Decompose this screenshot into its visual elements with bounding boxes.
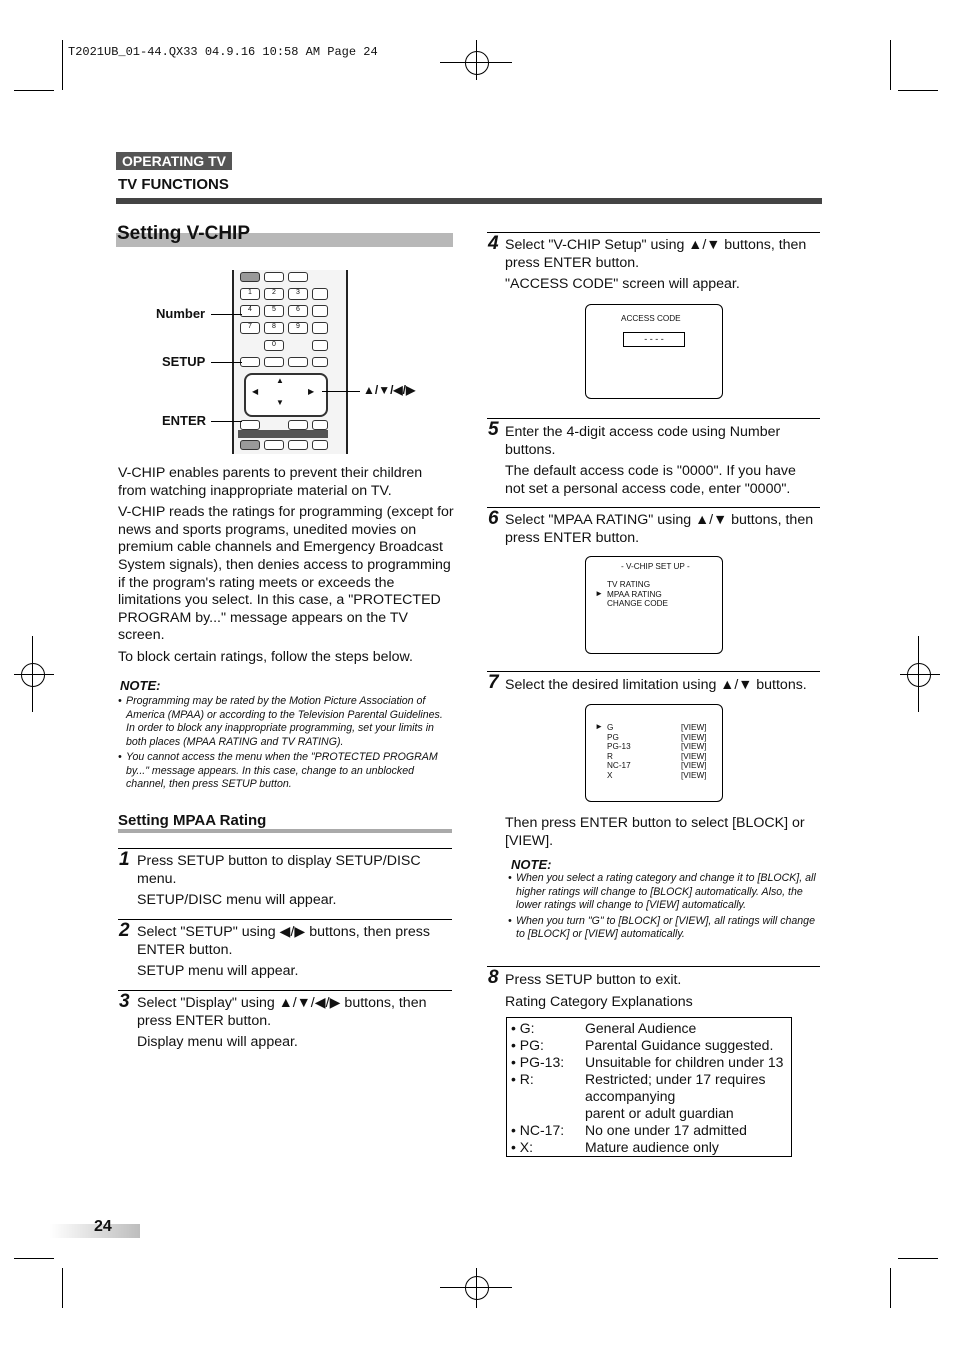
rating-code: • X: [511,1139,534,1155]
step-text: Press SETUP button to exit. [505,972,682,988]
step-number: 6 [488,508,499,529]
rating-table [506,1017,792,1157]
step-number: 1 [119,849,130,870]
page-title: Setting V-CHIP [117,223,251,244]
menu-list [607,580,668,609]
section-tag: OPERATING TV [116,152,232,170]
rating-value: [VIEW] [681,723,707,732]
header-rule [116,198,822,204]
note-title: NOTE: [511,857,552,872]
note-item: • Programming may be rated by the Motion Picture Association of America (MPAA) or according to the Television Parental Guidelines. In order to block any inappropriate programming, set your limits in both places (MPAA RATING and TV RATING). [118,695,454,749]
rating-table-row [511,1122,791,1139]
rating-value: [VIEW] [681,751,707,761]
rating-table-row [511,1071,791,1105]
rating-item: NC-17 [607,761,631,770]
step-7 [505,677,819,695]
step-sub: Display menu will appear. [137,1034,298,1051]
digit-button: 1 [240,288,260,300]
step-sub: "ACCESS CODE" screen will appear. [505,276,740,293]
rating-table-row [511,1020,791,1037]
remote-illustration [232,270,346,455]
step-text: Enter the 4-digit access code using Number buttons. [505,424,781,458]
rating-value: [VIEW] [681,742,707,751]
rating-item: PG-13 [607,742,631,751]
digit-button: 6 [288,305,308,317]
menu-item: MPAA RATING [607,589,662,599]
cursor-icon: ► [595,589,604,598]
step-6 [505,512,819,547]
intro-p3: To block certain ratings, follow the steps below. [118,648,413,665]
rating-code: • PG-13: [511,1054,565,1070]
note-item: • You cannot access the menu when the "PROTECTED PROGRAM by..." message appears. In this case, change to an unblocked channel, then press SETUP button. [118,751,454,792]
rating-code: • PG: [511,1037,544,1053]
step-7-sub [505,815,819,850]
step-text: Select "V-CHIP Setup" using ▲/▼ buttons, then press ENTER button. [505,237,807,271]
callout-arrows: ▲/▼/◀/▶ [363,383,416,397]
step-sub: SETUP menu will appear. [137,963,299,980]
subheading-rule [118,829,452,833]
step-1 [137,853,449,910]
vchip-setup-screen [585,556,723,654]
left-icon: ◀ [252,387,259,396]
digit-button: 8 [264,322,284,334]
rating-desc: General Audience [585,1020,697,1036]
step-text: Press SETUP button to display SETUP/DISC menu. [137,853,421,887]
section-title: TV FUNCTIONS [118,176,229,193]
digit-button: 0 [264,340,284,351]
step-text: Select "Display" using ▲/▼/◀/▶ buttons, then press ENTER button. [137,995,427,1029]
step-number: 5 [488,419,499,440]
rating-table-row [511,1037,791,1054]
step-sub: Rating Category Explanations [505,993,693,1010]
menu-item: TV RATING [607,580,651,589]
rating-list [607,723,631,780]
mpaa-rating-screen [585,704,723,802]
rating-table-row [511,1105,791,1122]
step-8 [505,972,819,1011]
rating-code [511,1105,585,1122]
digit-button: 4 [240,305,260,317]
callout-number: Number [156,306,206,321]
step-sub: SETUP/DISC menu will appear. [137,892,337,909]
up-icon: ▲ [276,376,284,385]
note-1 [118,678,454,792]
digit-button: 5 [264,305,284,317]
digit-button: 9 [288,322,308,334]
digit-button: 7 [240,322,260,334]
right-icon: ▶ [308,387,315,396]
rating-desc: No one under 17 admitted [585,1122,747,1138]
note-item: • When you turn "G" to [BLOCK] or [VIEW], all ratings will change to [BLOCK] or [VIEW] automatically. [508,915,822,942]
note-2 [508,857,822,942]
step-sub: The default access code is "0000". If you have not set a personal access code, enter "0000". [505,463,796,497]
rating-value: [VIEW] [681,770,707,780]
screen-title: - V-CHIP SET UP - [621,562,690,571]
page-number: 24 [94,1218,112,1235]
rating-code: • R: [511,1071,534,1087]
digit-button: 3 [288,288,308,300]
callout-setup: SETUP [162,354,206,369]
rating-table-row [511,1054,791,1071]
rating-desc: Parental Guidance suggested. [585,1037,774,1053]
rating-value: [VIEW] [681,732,707,742]
callout-enter: ENTER [162,413,207,428]
cursor-icon: ► [595,722,604,731]
step-text: Select the desired limitation using ▲/▼ buttons. [505,677,807,693]
rating-value: [VIEW] [681,761,707,770]
step-number: 2 [119,920,130,941]
step-number: 3 [119,991,130,1012]
rating-code: • NC-17: [511,1122,565,1138]
subheading: Setting MPAA Rating [118,812,267,829]
rating-code: • G: [511,1020,535,1036]
rating-desc: Restricted; under 17 requires accompanying [585,1071,766,1104]
note-title: NOTE: [120,678,161,693]
rating-item: X [607,770,613,780]
rating-desc: Unsuitable for children under 13 [585,1054,784,1070]
screen-title: ACCESS CODE [621,314,681,323]
intro-text [118,465,454,667]
step-text: Select "MPAA RATING" using ▲/▼ buttons, then press ENTER button. [505,512,814,546]
rating-item: G [607,723,614,732]
rating-desc: parent or adult guardian [585,1105,734,1121]
note-item: • When you select a rating category and change it to [BLOCK], all higher ratings will change to [BLOCK] automatically. Also, the lower ratings will change to [VIEW] automatically. [508,872,822,913]
step-3 [137,995,449,1052]
step-5 [505,424,819,498]
step-number: 8 [488,967,499,988]
access-code-screen [585,304,723,399]
access-code-field: - - - - [623,332,685,347]
down-icon: ▼ [276,398,284,407]
digit-button: 2 [264,288,284,300]
step-4 [505,237,817,294]
menu-item: CHANGE CODE [607,599,668,608]
rating-desc: Mature audience only [585,1139,719,1155]
step-text: Select "SETUP" using ◀/▶ buttons, then press ENTER button. [137,924,430,958]
step-number: 7 [488,672,499,693]
rating-item: PG [607,732,619,742]
step-number: 4 [488,233,499,254]
step-sub: Then press ENTER button to select [BLOCK] or [VIEW]. [505,815,805,849]
intro-p1: V-CHIP enables parents to prevent their children from watching inappropriate material on TV. [118,465,423,499]
step-2 [137,924,449,981]
intro-p2: V-CHIP reads the ratings for programming (except for news and sports programs, unedited movies on premium cable channels and Emergency Broadcast System signals), then denies access to programming if the program's rating meets or exceeds the limitations you select. In this case, a "PROTECTED PROGRAM by..." message appears on the TV screen. [118,504,454,644]
file-info: T2021UB_01-44.QX33 04.9.16 10:58 AM Page 24 [68,45,378,59]
rating-item: R [607,751,613,761]
rating-values [681,723,706,780]
rating-table-row [511,1139,791,1156]
